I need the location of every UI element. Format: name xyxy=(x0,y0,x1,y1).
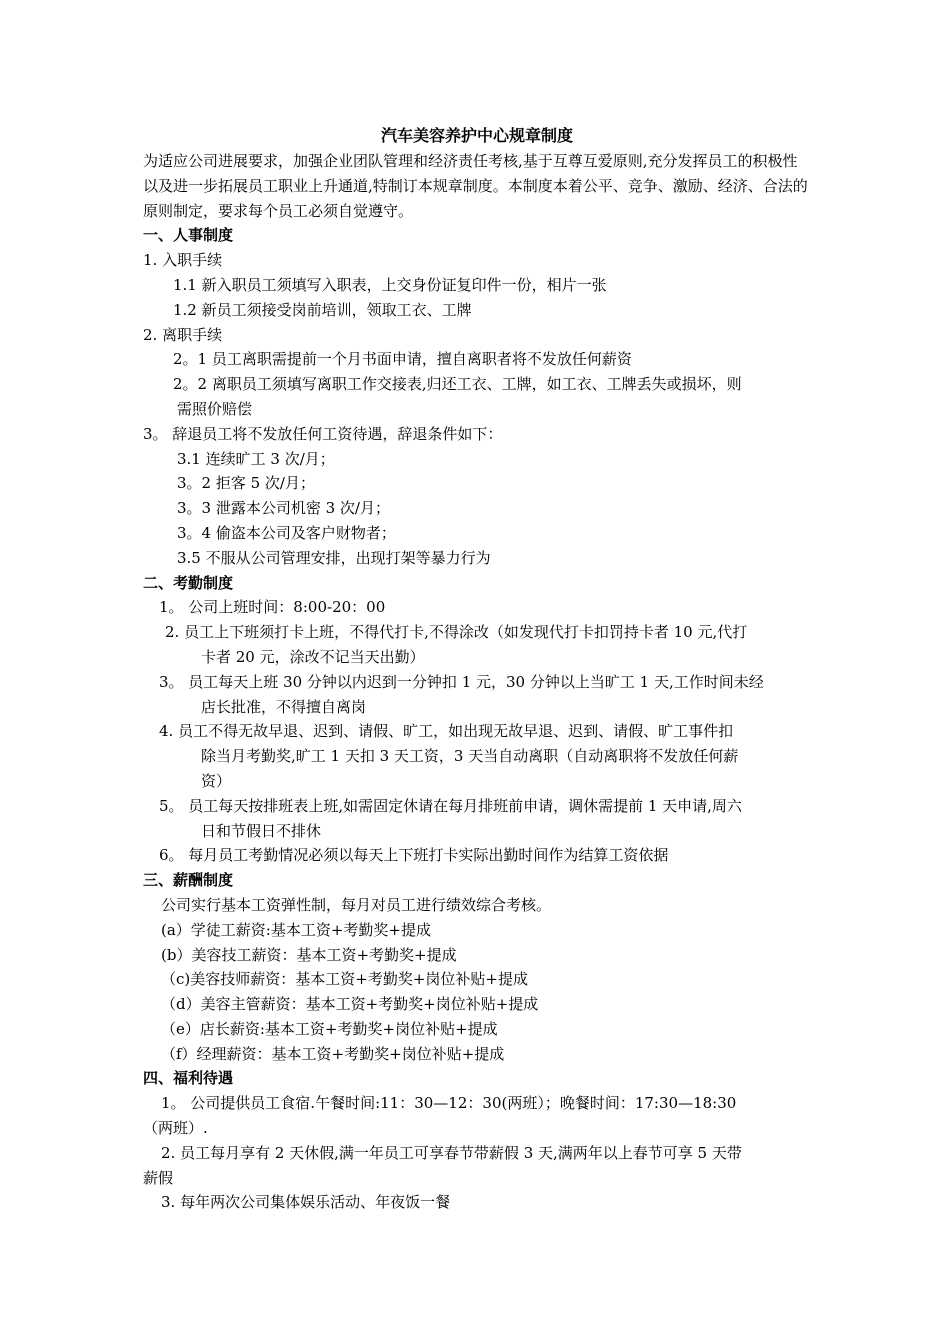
personnel-leave-1: 2。1 员工离职需提前一个月书面申请，擅自离职者将不发放任何薪资 xyxy=(173,350,632,369)
personnel-leave-2: 2。2 离职员工须填写离职工作交接表,归还工衣、工牌，如工衣、工牌丢失或损坏，则 xyxy=(173,375,742,394)
benefits-item-1: 1。 公司提供员工食宿.午餐时间:11：30—12：30(两班）；晚餐时间：17:30—18:30 xyxy=(161,1094,737,1113)
personnel-dismiss-3: 3。3 泄露本公司机密 3 次/月； xyxy=(177,499,390,518)
salary-item-b: (b）美容技工薪资：基本工资+考勤奖+提成 xyxy=(161,945,457,964)
salary-intro: 公司实行基本工资弹性制，每月对员工进行绩效综合考核。 xyxy=(161,895,552,914)
attendance-item-3-cont: 店长批准，不得擅自离岗 xyxy=(201,697,367,716)
benefits-item-2: 2. 员工每月享有 2 天休假,满一年员工可享春节带薪假 3 天,满两年以上春节可享 5 天带 xyxy=(161,1143,742,1162)
salary-item-f: （f）经理薪资：基本工资+考勤奖+岗位补贴+提成 xyxy=(161,1044,505,1063)
attendance-item-1: 1。 公司上班时间：8:00-20：00 xyxy=(159,598,386,617)
personnel-dismiss: 3。 辞退员工将不发放任何工资待遇，辞退条件如下： xyxy=(143,424,503,443)
personnel-dismiss-2: 3。2 拒客 5 次/月； xyxy=(177,474,315,493)
salary-item-a: (a）学徒工薪资:基本工资+考勤奖+提成 xyxy=(161,920,431,939)
attendance-item-4-cont: 除当月考勤奖,旷工 1 天扣 3 天工资，3 天当自动离职（自动离职将不发放任何薪 xyxy=(201,747,739,766)
attendance-item-3: 3。 员工每天上班 30 分钟以内迟到一分钟扣 1 元，30 分钟以上当旷工 1 天,工作时间未经 xyxy=(159,672,764,691)
personnel-entry-1: 1.1 新入职员工须填写入职表，上交身份证复印件一份，相片一张 xyxy=(173,275,607,294)
personnel-dismiss-5: 3.5 不服从公司管理安排，出现打架等暴力行为 xyxy=(177,548,491,567)
attendance-item-2: 2. 员工上下班须打卡上班，不得代打卡,不得涂改（如发现代打卡扣罚持卡者 10 元,代打 xyxy=(165,623,748,642)
benefits-item-2-cont: 薪假 xyxy=(143,1168,174,1187)
attendance-item-5-cont: 日和节假日不排休 xyxy=(201,821,322,840)
personnel-leave: 2. 离职手续 xyxy=(143,325,223,344)
personnel-entry: 1. 入职手续 xyxy=(143,251,223,270)
section-heading-benefits: 四、福利待遇 xyxy=(143,1069,234,1088)
attendance-item-5: 5。 员工每天按排班表上班,如需固定休请在每月排班前申请，调休需提前 1 天申请,周六 xyxy=(159,796,742,815)
personnel-entry-2: 1.2 新员工须接受岗前培训，领取工衣、工牌 xyxy=(173,300,472,319)
benefits-item-3: 3. 每年两次公司集体娱乐活动、年夜饭一餐 xyxy=(161,1193,451,1212)
personnel-dismiss-4: 3。4 偷盗本公司及客户财物者； xyxy=(177,523,396,542)
section-heading-attendance: 二、考勤制度 xyxy=(143,573,234,592)
attendance-item-6: 6。 每月员工考勤情况必须以每天上下班打卡实际出勤时间作为结算工资依据 xyxy=(159,846,669,865)
document-page xyxy=(143,123,811,1215)
salary-item-c: （c)美容技师薪资：基本工资+考勤奖+岗位补贴+提成 xyxy=(161,970,528,989)
attendance-item-4-cont-2: 资） xyxy=(201,771,232,790)
benefits-item-1-cont: （两班）. xyxy=(143,1119,208,1138)
intro-paragraph: 为适应公司进展要求，加强企业团队管理和经济责任考核,基于互尊互爱原则,充分发挥员工的积极性以及进一步拓展员工职业上升通道,特制订本规章制度。本制度本着公平、竞争、激励、经济、合法的原则制定，要求每个员工必须自觉遵守。 xyxy=(143,152,808,220)
personnel-leave-2-cont: 需照价赔偿 xyxy=(177,399,253,418)
salary-item-d: （d）美容主管薪资：基本工资+考勤奖+岗位补贴+提成 xyxy=(161,995,539,1014)
personnel-dismiss-1: 3.1 连续旷工 3 次/月； xyxy=(177,449,335,468)
attendance-item-2-cont: 卡者 20 元，涂改不记当天出勤） xyxy=(201,647,425,666)
attendance-item-4: 4. 员工不得无故早退、迟到、请假、旷工，如出现无故早退、迟到、请假、旷工事件扣 xyxy=(159,722,734,741)
section-heading-salary: 三、薪酬制度 xyxy=(143,871,234,890)
document-title: 汽车美容养护中心规章制度 xyxy=(380,126,573,145)
salary-item-e: （e）店长薪资:基本工资+考勤奖+岗位补贴+提成 xyxy=(161,1019,498,1038)
section-heading-personnel: 一、人事制度 xyxy=(143,226,234,245)
